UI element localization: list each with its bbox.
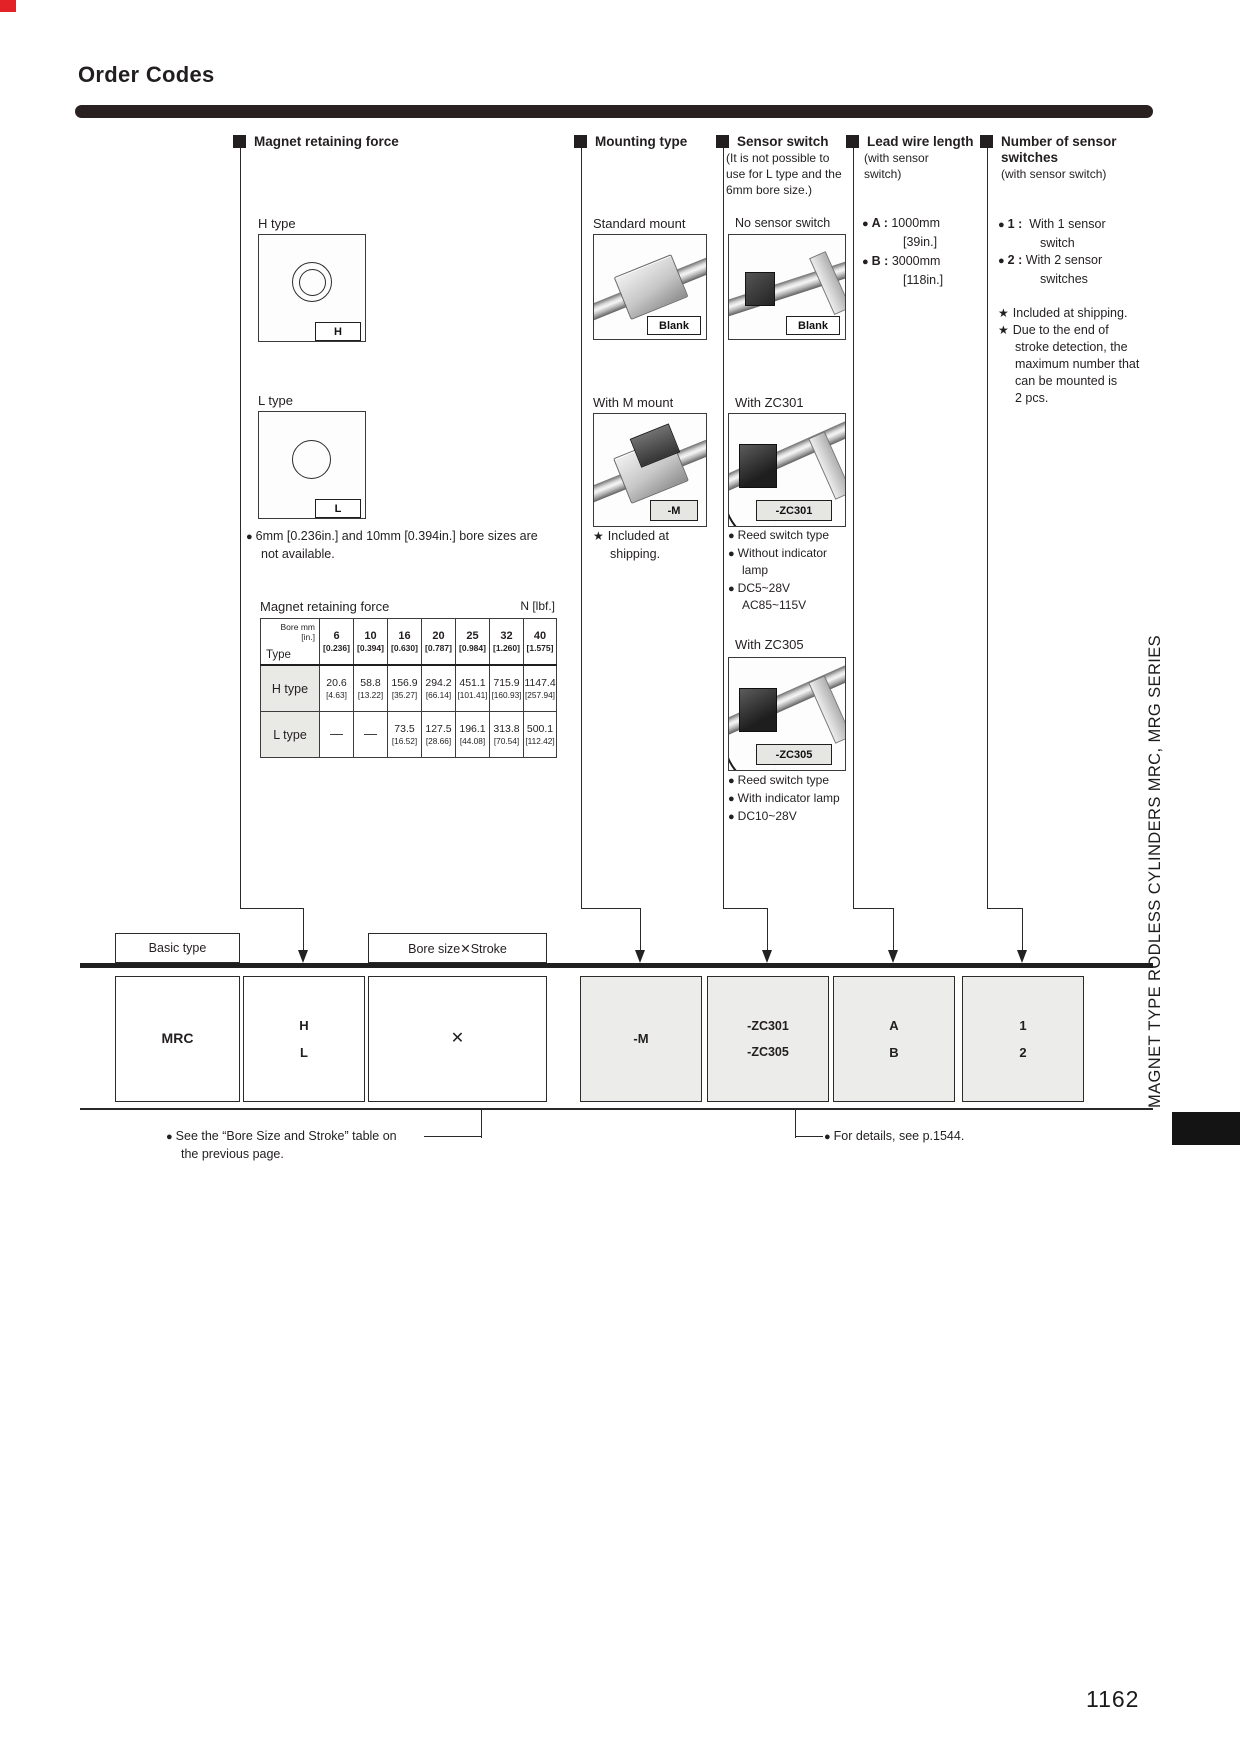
elbow-count [987, 908, 1023, 909]
count-star-note1: ★ Included at shipping. [998, 306, 1128, 320]
note2-connector-h [795, 1136, 823, 1137]
h-code-chip: H [315, 322, 361, 341]
count-star-note2-line: 2 pcs. [1015, 391, 1049, 405]
bore-header: 10 [0.394] [354, 619, 388, 666]
order-box-mounting: -M [580, 976, 702, 1102]
standard-mount-image [593, 234, 707, 340]
elbow-mounting [581, 908, 641, 909]
bore-header: 25 [0.984] [456, 619, 490, 666]
arrow-stem-count [1022, 908, 1023, 954]
note1-connector-v [481, 1108, 482, 1138]
force-cell: 1147.4 [257.94] [524, 665, 557, 712]
count-paren: (with sensor switch) [1001, 167, 1107, 181]
section-marker-icon [846, 135, 859, 148]
mounting-star-text1: Included at [607, 529, 669, 543]
h-type-label: H type [258, 216, 296, 231]
cylinder-carriage-icon [613, 254, 688, 320]
magnet-note-text1: 6mm [0.236in.] and 10mm [0.394in.] bore sizes are [255, 529, 538, 543]
count-option-2: ● 2 : With 2 sensor [998, 253, 1103, 267]
table-corner-cell [261, 619, 320, 666]
arrow-stem-magnet [303, 908, 304, 954]
bore-header: 32 [1.260] [490, 619, 524, 666]
mounting-star-note-line2: shipping. [610, 547, 661, 561]
bullet-icon: ● [998, 255, 1005, 267]
zc305-code-chip: -ZC305 [756, 744, 832, 765]
table-row [261, 712, 557, 758]
arrow-down-icon [888, 950, 898, 963]
l-type-label: L type [258, 393, 293, 408]
dropline-count [987, 148, 988, 909]
force-cell: 196.1 [44.08] [456, 712, 490, 758]
bullet-icon: ● [246, 531, 253, 543]
h-type-image [258, 234, 366, 342]
arrow-down-icon [1017, 950, 1027, 963]
section-marker-icon [716, 135, 729, 148]
zc305-image [728, 657, 846, 771]
magnet-ring-inner-icon [299, 269, 326, 296]
zc305-label: With ZC305 [735, 637, 804, 652]
arrow-stem-sensor [767, 908, 768, 954]
order-row-bottom-rule [80, 1108, 1153, 1110]
bore-stroke-tag: Bore size✕Stroke [368, 933, 547, 963]
section-title-mounting: Mounting type [595, 134, 688, 149]
count-star-note2-line: stroke detection, the [1015, 340, 1128, 354]
footnote-bore-stroke-line2: the previous page. [181, 1147, 284, 1161]
order-box-count: 1 2 [962, 976, 1084, 1102]
bullet-icon: ● [728, 811, 735, 823]
standard-mount-code-chip: Blank [647, 316, 701, 335]
force-cell: 451.1 [101.41] [456, 665, 490, 712]
lead-option-b-bracket: [118in.] [903, 273, 944, 287]
force-cell: 20.6 [4.63] [320, 665, 354, 712]
zc301-label: With ZC301 [735, 395, 804, 410]
no-sensor-image [728, 234, 846, 340]
arrow-stem-mounting [640, 908, 641, 954]
row-label: H type [261, 665, 320, 712]
zc305-note: ● With indicator lamp [728, 791, 840, 805]
lead-paren-line1: (with sensor [864, 151, 929, 165]
star-icon: ★ [998, 323, 1009, 337]
lead-option-b: ● B : 3000mm [862, 254, 941, 268]
corner-bottom-label: Type [266, 649, 291, 661]
zc305-note: ● DC10~28V [728, 809, 797, 823]
bullet-icon: ● [862, 256, 869, 268]
footnote-details: ● For details, see p.1544. [824, 1129, 965, 1143]
cylinder-flange-icon [808, 675, 846, 744]
title-rule-bar [75, 105, 1153, 118]
standard-mount-label: Standard mount [593, 216, 686, 231]
elbow-sensor [723, 908, 768, 909]
order-row-rule [80, 963, 1153, 968]
force-cell: 156.9 [35.27] [388, 665, 422, 712]
force-cell: 715.9 [160.93] [490, 665, 524, 712]
dropline-magnet [240, 148, 241, 909]
bullet-icon: ● [728, 548, 735, 560]
order-box-sensor: -ZC301 -ZC305 [707, 976, 829, 1102]
force-cell: 294.2 [66.14] [422, 665, 456, 712]
dropline-lead [853, 148, 854, 909]
bullet-icon: ● [728, 530, 735, 542]
l-type-image [258, 411, 366, 519]
force-cell: 127.5 [28.66] [422, 712, 456, 758]
m-mount-label: With M mount [593, 395, 674, 410]
mounting-star-note-line1 [593, 529, 669, 543]
force-table-title: Magnet retaining force [260, 599, 390, 614]
zc301-note: AC85~115V [742, 598, 807, 612]
footnote-bore-stroke: ● See the “Bore Size and Stroke” table on [166, 1129, 397, 1143]
l-code-chip: L [315, 499, 361, 518]
sensor-switch-icon [739, 444, 777, 487]
arrow-down-icon [298, 950, 308, 963]
count-option-2-line2: switches [1040, 272, 1088, 286]
bullet-icon: ● [824, 1131, 831, 1143]
elbow-magnet [240, 908, 304, 909]
zc301-note: ● Without indicator [728, 546, 828, 560]
force-cell: 500.1 [112.42] [524, 712, 557, 758]
section-marker-icon [233, 135, 246, 148]
zc301-note: lamp [742, 563, 769, 577]
order-box-basic: MRC [115, 976, 240, 1102]
arrow-down-icon [762, 950, 772, 963]
elbow-lead [853, 908, 894, 909]
red-corner-marker [0, 0, 16, 12]
zc305-note: ● Reed switch type [728, 773, 830, 787]
arrow-down-icon [635, 950, 645, 963]
force-cell: 313.8 [70.54] [490, 712, 524, 758]
lead-paren-line2: switch) [864, 167, 902, 181]
bullet-icon: ● [728, 793, 735, 805]
force-cell: — [320, 712, 354, 758]
bore-header: 6 [0.236] [320, 619, 354, 666]
force-cell: — [354, 712, 388, 758]
basic-type-tag: Basic type [115, 933, 240, 963]
count-option-1-line2: switch [1040, 236, 1075, 250]
magnet-note-line2: not available. [261, 547, 335, 561]
no-sensor-code-chip: Blank [786, 316, 840, 335]
note1-connector-h [424, 1136, 482, 1137]
bullet-icon: ● [998, 219, 1005, 231]
section-marker-icon [980, 135, 993, 148]
section-title-count-line1: Number of sensor [1001, 134, 1117, 149]
section-title-sensor: Sensor switch [737, 134, 829, 149]
count-star-note2-line: maximum number that [1015, 357, 1140, 371]
zc301-note: ● DC5~28V [728, 581, 791, 595]
page-title: Order Codes [78, 62, 215, 87]
order-box-lead: A B [833, 976, 955, 1102]
magnet-note-line1 [246, 529, 538, 543]
corner-top-label: Bore mm [in.] [280, 622, 315, 643]
section-title-magnet: Magnet retaining force [254, 134, 399, 149]
force-table-unit: N [lbf.] [520, 599, 555, 613]
star-icon: ★ [593, 529, 604, 543]
count-star-note2: ★ Due to the end of [998, 323, 1109, 337]
section-title-lead: Lead wire length [867, 134, 974, 149]
zc301-note: ● Reed switch type [728, 528, 830, 542]
section-title-count-line2: switches [1001, 150, 1059, 165]
bullet-icon: ● [862, 218, 869, 230]
sensor-paren-line3: 6mm bore size.) [726, 183, 813, 197]
table-row [261, 665, 557, 712]
magnet-circle-icon [292, 440, 331, 479]
force-cell: 73.5 [16.52] [388, 712, 422, 758]
sensor-paren-line2: use for L type and the [726, 167, 842, 181]
bullet-icon: ● [728, 775, 735, 787]
note2-connector-v [795, 1108, 796, 1138]
bore-header: 40 [1.575] [524, 619, 557, 666]
series-sidebar-text: MAGNET TYPE RODLESS CYLINDERS MRC, MRG SERIES [1146, 634, 1164, 1108]
lead-option-a-bracket: [39in.] [903, 235, 938, 249]
m-mount-image [593, 413, 707, 527]
m-mount-code-chip: -M [650, 500, 698, 521]
row-label: L type [261, 712, 320, 758]
zc301-image [728, 413, 846, 527]
bullet-icon: ● [728, 583, 735, 595]
star-icon: ★ [998, 306, 1009, 320]
cylinder-flange-icon [808, 431, 846, 500]
page-number: 1162 [1086, 1686, 1140, 1712]
sensor-switch-icon [739, 688, 777, 731]
count-star-note2-line: can be mounted is [1015, 374, 1118, 388]
no-sensor-label: No sensor switch [735, 216, 831, 230]
order-box-magnet: H L [243, 976, 365, 1102]
bullet-icon: ● [166, 1131, 173, 1143]
sensor-paren-line1: (It is not possible to [726, 151, 830, 165]
lead-option-a: ● A : 1000mm [862, 216, 940, 230]
order-box-bore-stroke: ✕ [368, 976, 547, 1102]
count-option-1: ● 1 : With 1 sensor [998, 217, 1106, 231]
bore-header: 20 [0.787] [422, 619, 456, 666]
force-cell: 58.8 [13.22] [354, 665, 388, 712]
dropline-sensor [723, 148, 724, 909]
page-edge-index-tab [1172, 1112, 1240, 1145]
arrow-stem-lead [893, 908, 894, 954]
bore-header: 16 [0.630] [388, 619, 422, 666]
magnet-force-table [260, 618, 557, 758]
cylinder-block-icon [745, 272, 775, 305]
section-marker-icon [574, 135, 587, 148]
zc301-code-chip: -ZC301 [756, 500, 832, 521]
dropline-mounting [581, 148, 582, 909]
